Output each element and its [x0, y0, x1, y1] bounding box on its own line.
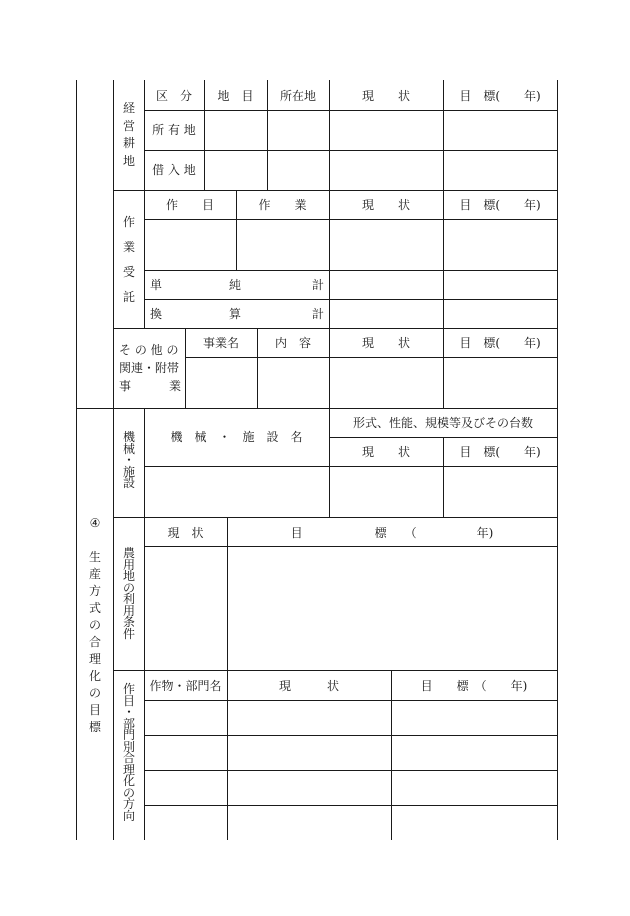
- grid-line: [144, 270, 557, 271]
- divider-col-114: [113, 80, 114, 840]
- grid-line: [113, 517, 557, 518]
- header-current-status: 現 状: [361, 336, 410, 350]
- converted-total-left: 換: [150, 307, 163, 321]
- grid-line: [144, 735, 557, 736]
- converted-total-mid: 算: [229, 307, 242, 321]
- header-category: 区 分: [155, 89, 192, 103]
- related-business-label-3a: 事: [119, 379, 132, 393]
- row-owned-land: 所 有 地: [152, 123, 196, 137]
- header-land-type: 地 目: [217, 89, 254, 103]
- crop-rationalization-label: 作 目 ・ 部 門 別 合 理 化 の 方 向: [122, 682, 135, 823]
- simple-total-mid: 純: [229, 278, 242, 292]
- grid-line: [185, 357, 557, 358]
- machinery-name-header: 機 械 ・ 施 設 名: [170, 430, 303, 444]
- grid-line: [144, 110, 557, 111]
- header-target-year: 目 標( 年): [459, 336, 541, 350]
- grid-line: [144, 546, 557, 547]
- grid-line: [144, 408, 145, 517]
- grid-line: [443, 80, 444, 408]
- converted-total-right: 計: [312, 307, 325, 321]
- header-work: 作 業: [258, 198, 307, 212]
- management-land-label: 経 営 耕 地: [122, 101, 135, 168]
- farmland-target-header: 目 標 （ 年): [290, 526, 494, 540]
- machinery-current-header: 現 状: [361, 445, 410, 459]
- grid-line: [113, 670, 557, 671]
- grid-line: [144, 466, 557, 467]
- header-current-status: 現 状: [361, 89, 410, 103]
- machinery-target-header: 目 標( 年): [459, 445, 541, 459]
- header-target-year: 目 標( 年): [459, 198, 541, 212]
- grid-line: [329, 80, 330, 408]
- left-border: [76, 80, 77, 840]
- related-business-label-2: 関連・附帯: [119, 361, 180, 375]
- header-content: 内 容: [274, 336, 311, 350]
- header-target-year: 目 標( 年): [459, 89, 541, 103]
- header-crop-division: 作物・部門名: [149, 679, 222, 693]
- simple-total-left: 単: [150, 278, 163, 292]
- grid-line: [113, 328, 557, 329]
- right-border: [557, 80, 558, 840]
- grid-line: [329, 437, 557, 438]
- grid-line: [144, 219, 557, 220]
- header-business-name: 事業名: [202, 336, 239, 350]
- row-leased-land: 借 入 地: [152, 163, 196, 177]
- header-current-status: 現 状: [361, 198, 410, 212]
- related-business-label-1: そ の 他 の: [119, 343, 179, 357]
- production-method-label: ④ 生 産 方 式 の 合 理 化 の 目 標: [88, 516, 101, 734]
- grid-line: [76, 408, 557, 409]
- header-crop: 作 目: [165, 198, 214, 212]
- grid-line: [391, 670, 392, 840]
- farmland-conditions-label: 農 用 地 の 利 用 条 件: [122, 546, 135, 641]
- farmland-current-header: 現 状: [167, 526, 204, 540]
- grid-line: [144, 299, 557, 300]
- header-current-status: 現 状: [278, 679, 339, 693]
- grid-line: [144, 770, 557, 771]
- machinery-spec-header: 形式、性能、規模等及びその台数: [352, 416, 533, 430]
- related-business-label-3b: 業: [169, 379, 182, 393]
- header-location: 所在地: [279, 89, 316, 103]
- grid-line: [227, 670, 228, 840]
- grid-line: [144, 150, 557, 151]
- machinery-label: 機 械 ・ 施 設: [122, 430, 135, 490]
- simple-total-right: 計: [312, 278, 325, 292]
- contract-work-label: 作 業 受 託: [122, 215, 135, 304]
- grid-line: [113, 190, 557, 191]
- grid-line: [144, 805, 557, 806]
- header-target-year: 目 標 （ 年): [420, 679, 528, 693]
- grid-line: [144, 670, 145, 840]
- grid-line: [144, 700, 557, 701]
